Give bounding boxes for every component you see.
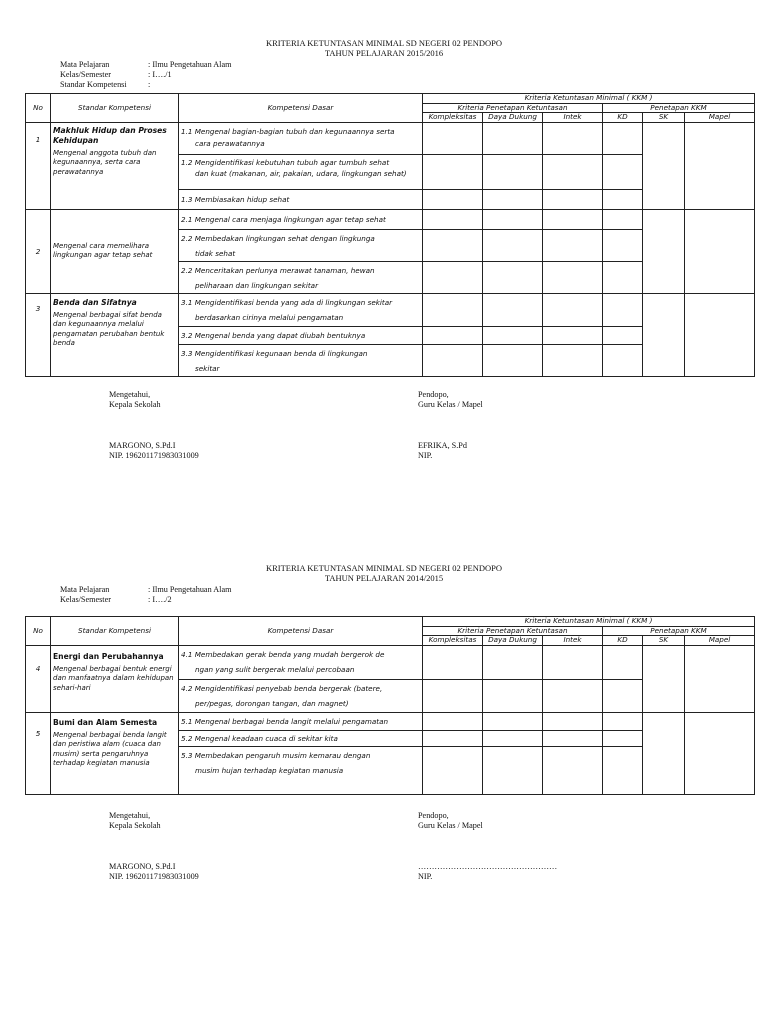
signer-name-blank: ……………………………………………: [418, 862, 558, 871]
kd-text: 4.2 Mengidentifikasi penyebab benda bergerak (batere,: [181, 683, 383, 693]
kd-text: per/pegas, dorongan tangan, dan magnet): [195, 698, 349, 708]
meta-label: Standar Kompetensi: [60, 80, 127, 90]
meta-value: : Ilmu Pengetahuan Alam: [148, 585, 232, 594]
kd-text: cara perawatannya: [195, 138, 265, 148]
table-row: [26, 645, 755, 679]
kd-text: ngan yang sulit bergerak melalui percobaan: [195, 664, 355, 674]
kd-cell: [179, 746, 423, 794]
header-kompetensi-dasar: Kompetensi Dasar: [179, 94, 423, 123]
standar-kompetensi-cell: [51, 712, 179, 794]
doc2-title-line2: TAHUN PELAJARAN 2014/2015: [324, 573, 444, 583]
header-kd: KD: [603, 636, 643, 646]
sign-label: Mengetahui,: [109, 811, 151, 820]
kd-text: 1.3 Membiasakan hidup sehat: [181, 194, 290, 204]
doc2-signer-left: [109, 862, 199, 882]
meta-value: :: [148, 80, 151, 90]
kd-text: berdasarkan cirinya melalui pengamatan: [195, 312, 344, 322]
meta-value: : I…./2: [148, 595, 172, 605]
header-mapel: Mapel: [685, 113, 755, 123]
kd-text: 3.2 Mengenal benda yang dapat diubah bentuknya: [181, 330, 366, 340]
sign-role: Kepala Sekolah: [109, 821, 161, 830]
kd-cell: [179, 154, 423, 189]
header-kompleksitas: Kompleksitas: [423, 636, 483, 646]
doc2-signer-right: [418, 862, 557, 882]
doc1-meta: [60, 60, 231, 91]
kd-text: 4.1 Membedakan gerak benda yang mudah bergerok de: [181, 649, 385, 659]
table-row: [26, 122, 755, 154]
kd-cell: [179, 645, 423, 679]
sk-description: Mengenal berbagai bentuk energi dan manfaatnya dalam kehidupan sehari-hari: [53, 664, 174, 692]
row-number: 2: [26, 209, 51, 293]
kd-text: 5.3 Membedakan pengaruh musim kemarau dengan: [181, 750, 371, 760]
doc1-signer-left: [109, 441, 199, 461]
doc1-sign-right: [418, 390, 483, 410]
header-kompleksitas: Kompleksitas: [423, 113, 483, 123]
kd-text: 2.2 Menceritakan perlunya merawat tanaman, hewan: [181, 265, 375, 275]
sign-place: Pendopo,: [418, 811, 449, 820]
kd-cell: [179, 261, 423, 293]
meta-label: Kelas/Semester: [60, 595, 111, 605]
sign-role: Kepala Sekolah: [109, 400, 161, 409]
kd-text: 5.2 Mengenal keadaan cuaca di sekitar kita: [181, 733, 338, 743]
row-number: 5: [26, 712, 51, 794]
signer-name: EFRIKA, S.Pd: [418, 441, 467, 450]
header-daya-dukung: Daya Dukung: [483, 636, 543, 646]
kd-cell: [179, 189, 423, 209]
doc2-kkm-table: [25, 616, 755, 795]
doc1-title-line1: KRITERIA KETUNTASAN MINIMAL SD NEGERI 02 PENDOPO: [265, 38, 503, 48]
sk-title: Energi dan Perubahannya: [53, 651, 164, 661]
doc1-sign-left: [109, 390, 161, 410]
kd-cell: [179, 679, 423, 712]
kd-text: 3.1 Mengidentifikasi benda yang ada di lingkungan sekitar: [181, 297, 393, 307]
header-no: No: [26, 94, 51, 123]
signer-nip: NIP. 196201171983031009: [109, 451, 199, 460]
header-kriteria-penetapan: Kriteria Penetapan Ketuntasan: [423, 103, 603, 113]
kd-text: sekitar: [195, 363, 220, 373]
kd-text: 1.2 Mengidentifikasi kebutuhan tubuh agar tumbuh sehat: [181, 157, 390, 167]
header-mapel: Mapel: [685, 636, 755, 646]
sk-description: Mengenal anggota tubuh dan kegunaannya, serta cara perawatannya: [53, 148, 157, 176]
sk-description: Mengenal cara memelihara lingkungan agar tetap sehat: [53, 241, 153, 259]
doc2-meta: [60, 585, 231, 605]
doc1-signer-right: [418, 441, 467, 461]
header-daya-dukung: Daya Dukung: [483, 113, 543, 123]
kd-cell: [179, 326, 423, 344]
standar-kompetensi-cell: [51, 293, 179, 376]
sign-place: Pendopo,: [418, 390, 449, 399]
header-penetapan-kkm: Penetapan KKM: [603, 626, 755, 636]
sk-title: Bumi dan Alam Semesta: [53, 717, 158, 727]
signer-name: MARGONO, S.Pd.I: [109, 862, 176, 871]
header-standar-kompetensi: Standar Kompetensi: [51, 94, 179, 123]
header-sk: SK: [643, 636, 685, 646]
doc2-sign-left: [109, 811, 161, 831]
header-penetapan-kkm: Penetapan KKM: [603, 103, 755, 113]
kd-text: 1.1 Mengenal bagian-bagian tubuh dan kegunaannya serta: [181, 126, 395, 136]
kd-text: musim hujan terhadap kegiatan manusia: [195, 765, 344, 775]
kd-text: dan kuat (makanan, air, pakaian, udara, lingkungan sehat): [195, 168, 407, 178]
header-kkm: Kriteria Ketuntasan Minimal ( KKM ): [423, 94, 755, 104]
standar-kompetensi-cell: [51, 645, 179, 712]
signer-nip: NIP.: [418, 872, 433, 881]
sk-title: Benda dan Sifatnya: [53, 297, 137, 307]
kd-cell: [179, 712, 423, 730]
standar-kompetensi-cell: [51, 122, 179, 209]
table-row: [26, 209, 755, 229]
sign-role: Guru Kelas / Mapel: [418, 821, 483, 830]
kd-cell: [179, 122, 423, 154]
header-intek: Intek: [543, 113, 603, 123]
header-kriteria-penetapan: Kriteria Penetapan Ketuntasan: [423, 626, 603, 636]
kd-cell: [179, 209, 423, 229]
doc1-kkm-table: [25, 93, 755, 377]
header-standar-kompetensi: Standar Kompetensi: [51, 617, 179, 646]
kd-text: tidak sehat: [195, 248, 236, 258]
kd-text: peliharaan dan lingkungan sekitar: [195, 280, 319, 290]
header-sk: SK: [643, 113, 685, 123]
kd-cell: [179, 344, 423, 376]
header-kkm: Kriteria Ketuntasan Minimal ( KKM ): [423, 617, 755, 627]
signer-nip: NIP. 196201171983031009: [109, 872, 199, 881]
kd-text: 5.1 Mengenal berbagai benda langit melalui pengamatan: [181, 716, 389, 726]
doc1-title-line2: TAHUN PELAJARAN 2015/2016: [324, 48, 444, 58]
meta-value: : I…./1: [148, 70, 172, 80]
meta-label: Mata Pelajaran: [60, 585, 110, 594]
doc2-title-line1: KRITERIA KETUNTASAN MINIMAL SD NEGERI 02 PENDOPO: [265, 563, 503, 573]
table-row: [26, 712, 755, 730]
kd-text: 2.1 Mengenal cara menjaga lingkungan agar tetap sehat: [181, 214, 386, 224]
row-number: 3: [26, 293, 51, 376]
table-row: [26, 293, 755, 326]
meta-label: Mata Pelajaran: [60, 60, 110, 69]
signer-nip: NIP.: [418, 451, 433, 460]
row-number: 4: [26, 645, 51, 712]
kd-cell: [179, 229, 423, 261]
header-kompetensi-dasar: Kompetensi Dasar: [179, 617, 423, 646]
sk-title: Makhluk Hidup dan Proses Kehidupan: [53, 125, 167, 145]
signer-name: MARGONO, S.Pd.I: [109, 441, 176, 450]
header-intek: Intek: [543, 636, 603, 646]
sk-description: Mengenal berbagai sifat benda dan kegunaannya melalui pengamatan perubahan bentuk benda: [53, 310, 165, 347]
kd-text: 3.3 Mengidentifikasi kegunaan benda di lingkungan: [181, 348, 368, 358]
standar-kompetensi-cell: [51, 209, 179, 293]
header-kd: KD: [603, 113, 643, 123]
kd-cell: [179, 293, 423, 326]
doc2-sign-right: [418, 811, 483, 831]
kd-cell: [179, 730, 423, 746]
sk-description: Mengenal berbagai benda langit dan peristiwa alam (cuaca dan musim) serta pengaruhnya terhadap kegiatan manusia: [53, 730, 167, 767]
sign-label: Mengetahui,: [109, 390, 151, 399]
meta-value: : Ilmu Pengetahuan Alam: [148, 60, 232, 69]
meta-label: Kelas/Semester: [60, 70, 111, 80]
row-number: 1: [26, 122, 51, 209]
header-no: No: [26, 617, 51, 646]
sign-role: Guru Kelas / Mapel: [418, 400, 483, 409]
kd-text: 2.2 Membedakan lingkungan sehat dengan lingkunga: [181, 233, 375, 243]
